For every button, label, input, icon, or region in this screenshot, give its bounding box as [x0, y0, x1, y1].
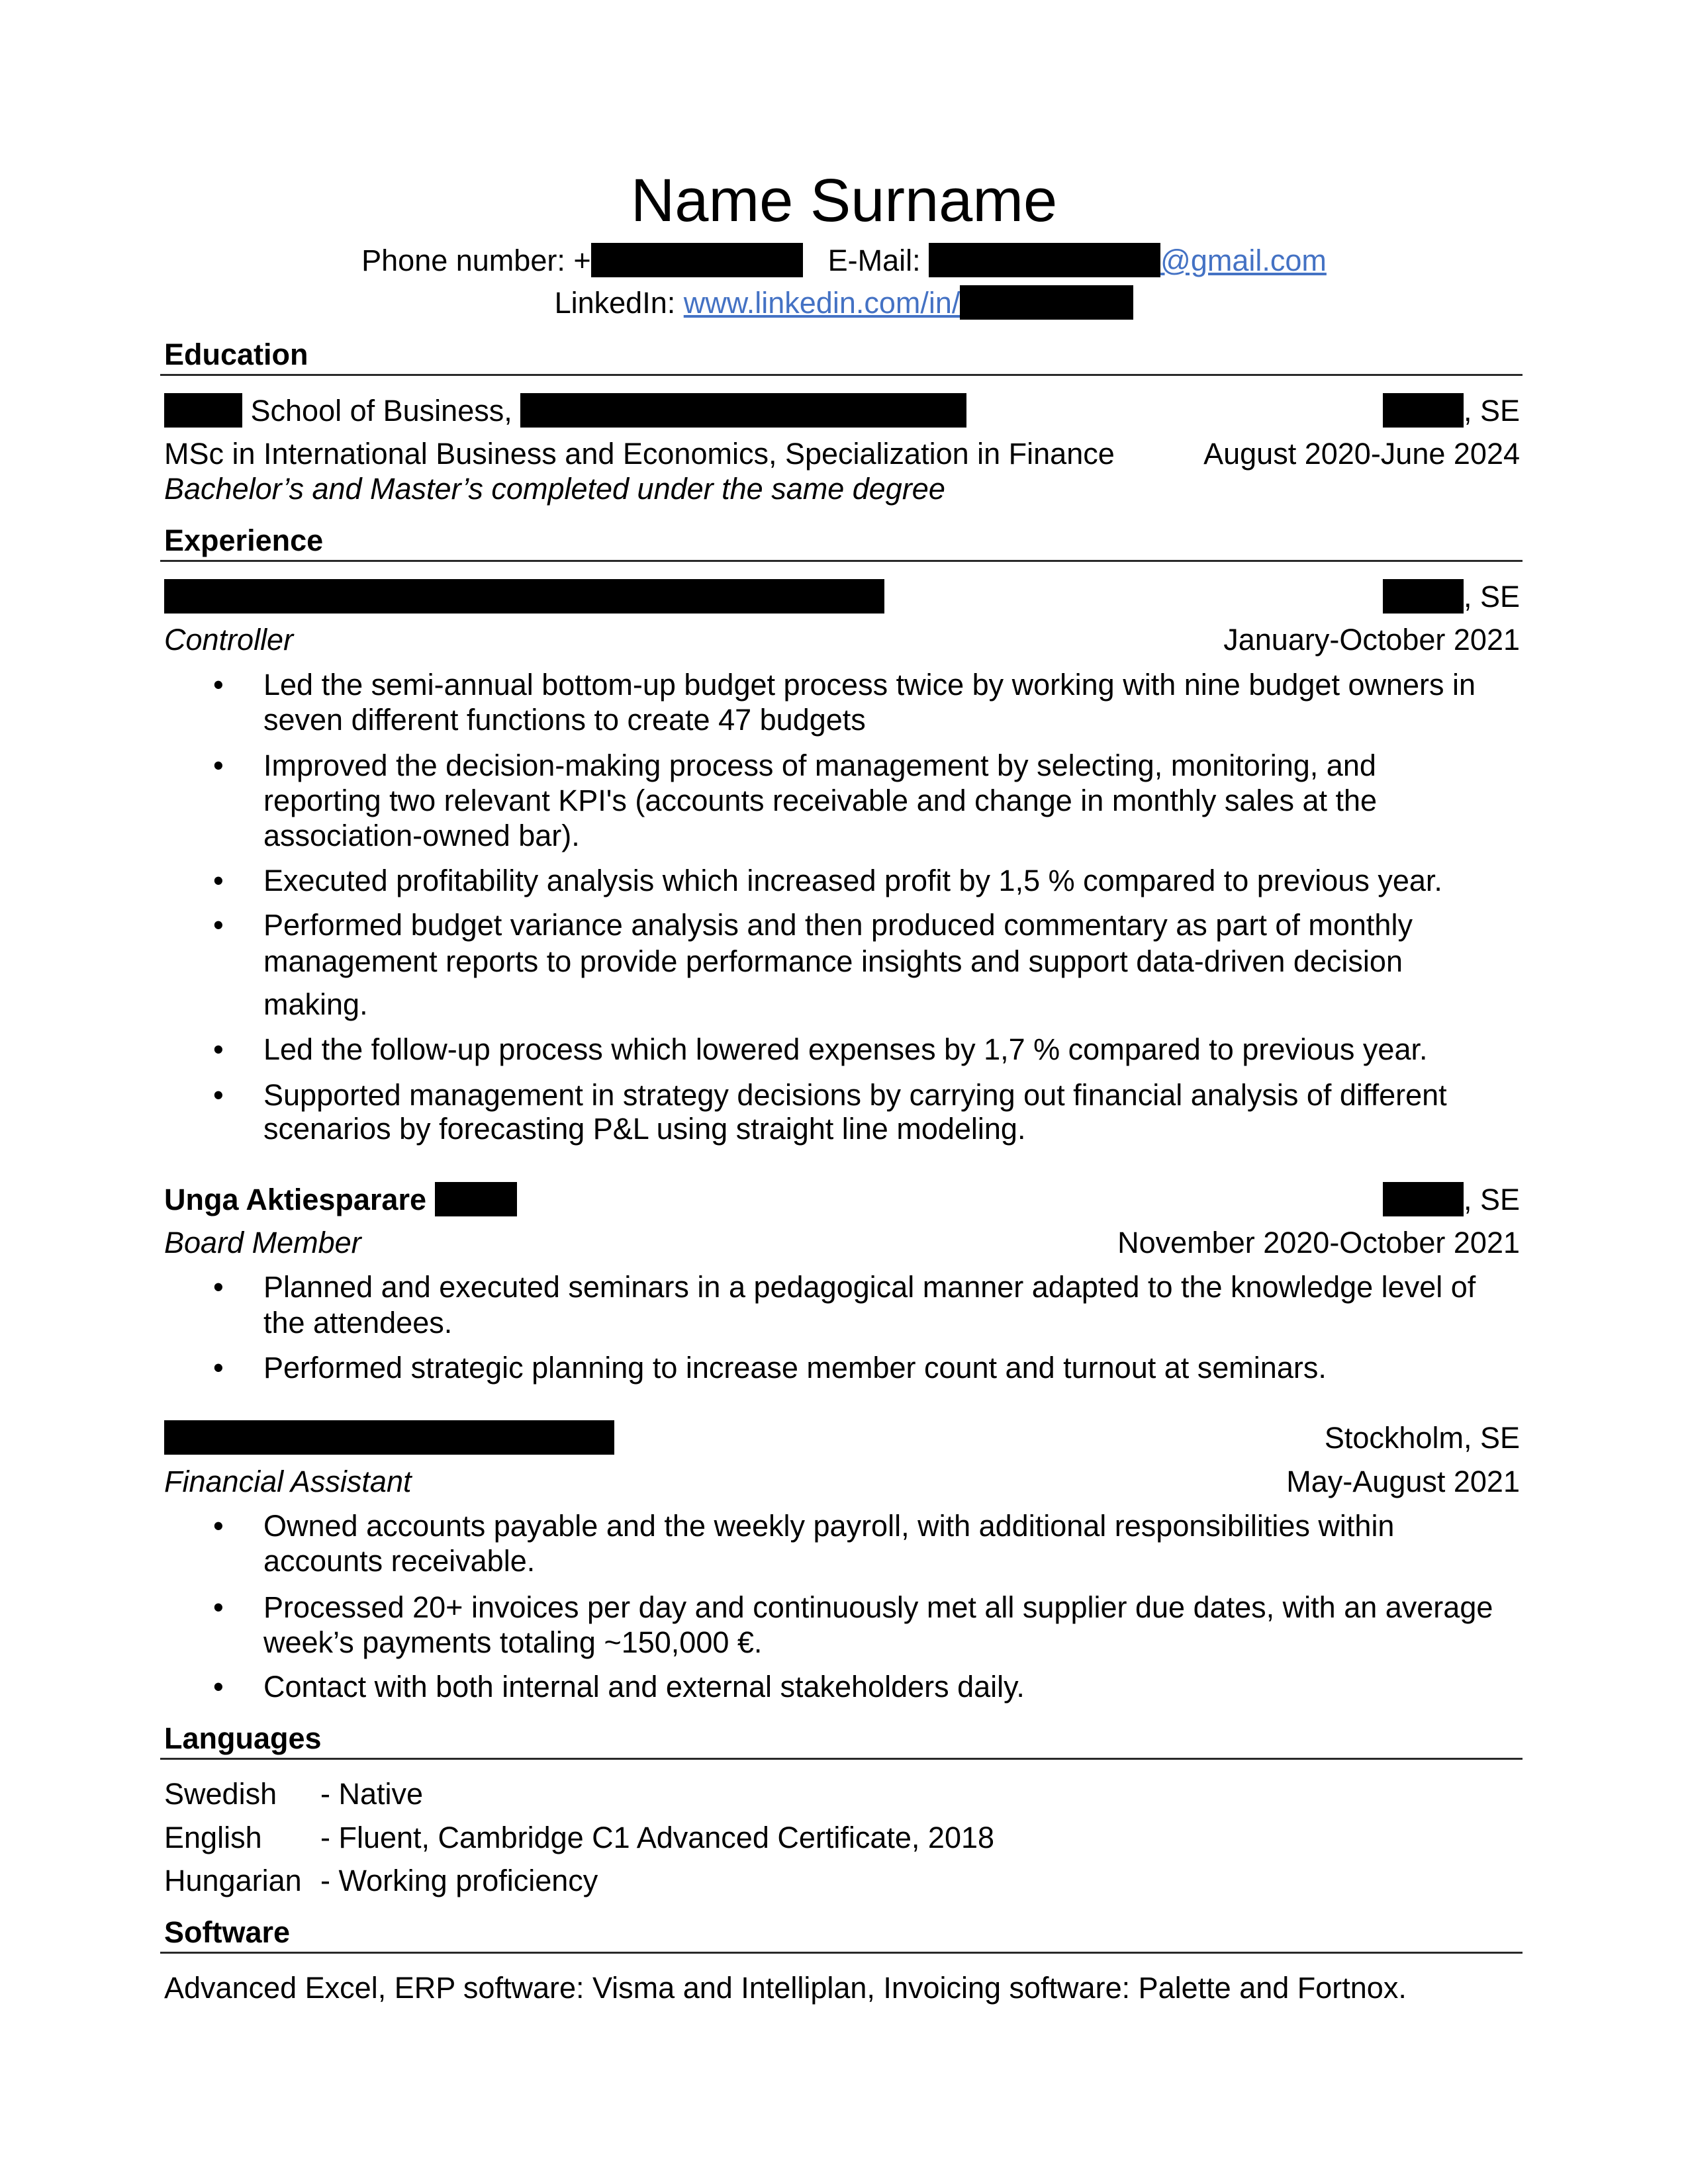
job-dates: January-October 2021: [1223, 623, 1520, 657]
school-location: [1383, 393, 1520, 429]
bullet-icon: •: [213, 1590, 224, 1624]
redacted-school-prefix: [164, 393, 242, 428]
section-divider: [160, 1952, 1523, 1954]
bullet-icon: •: [213, 1032, 224, 1066]
software-list: Advanced Excel, ERP software: Visma and Intelliplan, Invoicing software: Palette and Fortnox.: [164, 1971, 1407, 2005]
contact-row: [0, 243, 1688, 279]
phone-label: Phone number: +: [361, 244, 591, 277]
bullet-line: accounts receivable.: [263, 1544, 536, 1578]
bullet-icon: •: [213, 749, 224, 782]
bullet-line: Owned accounts payable and the weekly payroll, with additional responsibilities within: [263, 1509, 1395, 1543]
redacted-email: [929, 243, 1160, 277]
job-role: Board Member: [164, 1226, 361, 1259]
linkedin-row: [0, 285, 1688, 321]
email-label: E-Mail:: [827, 244, 929, 277]
location-suffix: , SE: [1463, 1183, 1520, 1216]
job-location: Stockholm, SE: [1324, 1421, 1520, 1455]
bullet-line: association-owned bar).: [263, 819, 580, 852]
section-heading-education: Education: [164, 338, 308, 371]
redacted-city: [1383, 393, 1464, 428]
job-location: [1383, 1182, 1520, 1218]
education-note: Bachelor’s and Master’s completed under the same degree: [164, 472, 945, 506]
redacted-phone: [591, 243, 803, 277]
language-name: English: [164, 1821, 262, 1854]
job-dates: May-August 2021: [1286, 1465, 1520, 1498]
bullet-line: Performed budget variance analysis and then produced commentary as part of monthly: [263, 908, 1413, 942]
bullet-line: Improved the decision-making process of management by selecting, monitoring, and: [263, 749, 1376, 782]
bullet-line: Led the follow-up process which lowered expenses by 1,7 % compared to previous year.: [263, 1032, 1428, 1066]
bullet-line: Planned and executed seminars in a pedagogical manner adapted to the knowledge level of: [263, 1270, 1476, 1304]
location-suffix: , SE: [1463, 394, 1520, 428]
job-company: [164, 1182, 517, 1218]
redacted-company: [164, 579, 884, 614]
language-level: - Working proficiency: [320, 1864, 598, 1897]
education-dates: August 2020-June 2024: [1203, 437, 1520, 471]
job-company: [164, 579, 884, 615]
language-level: - Native: [320, 1777, 424, 1811]
bullet-line: Executed profitability analysis which increased profit by 1,5 % compared to previous year.: [263, 864, 1442, 897]
redacted-linkedin-handle: [960, 285, 1133, 320]
section-heading-languages: Languages: [164, 1721, 322, 1755]
bullet-icon: •: [213, 1351, 224, 1385]
bullet-line: the attendees.: [263, 1306, 453, 1340]
bullet-icon: •: [213, 1270, 224, 1304]
section-divider: [160, 1758, 1523, 1760]
location-suffix: , SE: [1463, 580, 1520, 614]
job-company: [164, 1420, 614, 1456]
candidate-name: Name Surname: [630, 167, 1058, 234]
bullet-icon: •: [213, 1509, 224, 1543]
section-heading-experience: Experience: [164, 523, 324, 557]
redacted-city: [1383, 579, 1464, 614]
bullet-line: Performed strategic planning to increase member count and turnout at seminars.: [263, 1351, 1327, 1385]
job-role: Financial Assistant: [164, 1465, 412, 1498]
language-name: Swedish: [164, 1777, 277, 1811]
bullet-icon: •: [213, 1078, 224, 1112]
job-role: Controller: [164, 623, 294, 657]
bullet-icon: •: [213, 668, 224, 702]
bullet-icon: •: [213, 908, 224, 942]
bullet-line: seven different functions to create 47 budgets: [263, 703, 866, 737]
redacted-school-detail: [520, 393, 966, 428]
job-dates: November 2020-October 2021: [1117, 1226, 1520, 1259]
bullet-line: Processed 20+ invoices per day and continuously met all supplier due dates, with an average: [263, 1590, 1493, 1624]
redacted-city: [1383, 1182, 1464, 1216]
bullet-line: Supported management in strategy decisions by carrying out financial analysis of different: [263, 1078, 1447, 1112]
language-level: - Fluent, Cambridge C1 Advanced Certificate, 2018: [320, 1821, 995, 1854]
bullet-line: reporting two relevant KPI's (accounts receivable and change in monthly sales at the: [263, 784, 1378, 817]
bullet-line: management reports to provide performance insights and support data-driven decision: [263, 944, 1403, 978]
bullet-line: Contact with both internal and external stakeholders daily.: [263, 1670, 1025, 1704]
bullet-line: making.: [263, 987, 368, 1021]
language-name: Hungarian: [164, 1864, 302, 1897]
bullet-line: scenarios by forecasting P&L using straight line modeling.: [263, 1112, 1026, 1146]
bullet-icon: •: [213, 864, 224, 897]
company-name: Unga Aktiesparare: [164, 1183, 426, 1216]
degree: MSc in International Business and Economics, Specialization in Finance: [164, 437, 1115, 471]
school-label: School of Business,: [250, 394, 512, 428]
linkedin-label: LinkedIn:: [554, 286, 684, 320]
section-heading-software: Software: [164, 1915, 291, 1949]
job-location: [1383, 579, 1520, 615]
school-name: [164, 393, 966, 429]
bullet-line: Led the semi-annual bottom-up budget process twice by working with nine budget owners in: [263, 668, 1476, 702]
section-divider: [160, 560, 1523, 562]
redacted-company: [164, 1420, 614, 1455]
section-divider: [160, 374, 1523, 376]
email-link[interactable]: @gmail.com: [1160, 244, 1327, 277]
bullet-line: week’s payments totaling ~150,000 €.: [263, 1625, 763, 1659]
bullet-icon: •: [213, 1670, 224, 1704]
linkedin-link[interactable]: www.linkedin.com/in/: [683, 286, 961, 320]
redacted-company-suffix: [435, 1182, 517, 1216]
